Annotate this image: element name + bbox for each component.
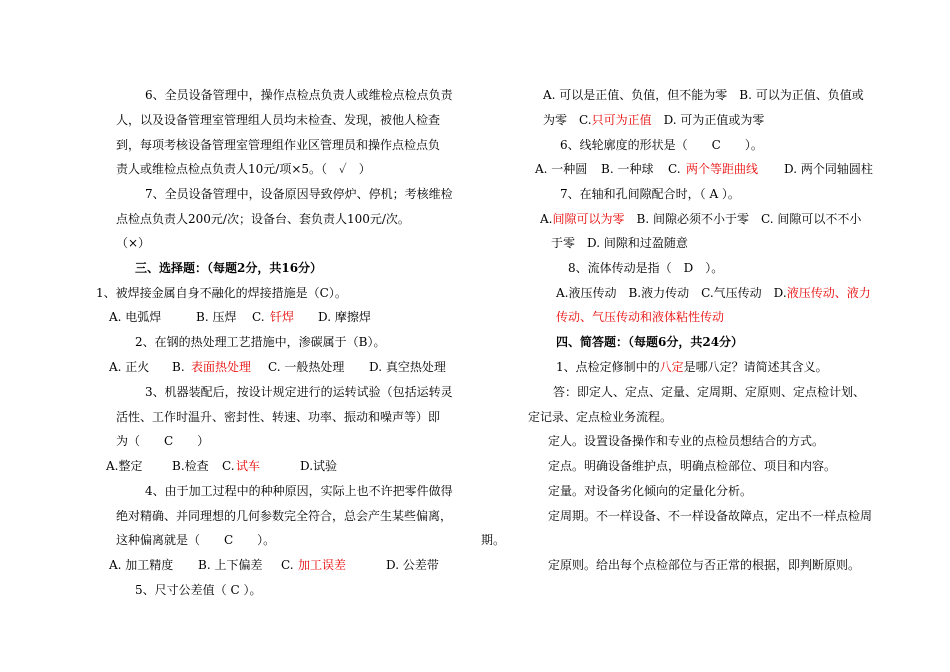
true-false-q6-line4: 责人或维检点检点负责人10元/项×5。（ ✓ ） bbox=[116, 162, 371, 176]
choice-q8-stem: 8、流体传动是指（ D ）。 bbox=[568, 261, 724, 275]
short-answer-q1-keyword: 八定 bbox=[659, 360, 684, 374]
true-false-q6-line1: 6、全员设备管理中，操作点检点负责人或维检点检点负责 bbox=[145, 88, 453, 102]
choice-q4-line2: 绝对精确、并同理想的几何参数完全符合，总会产生某些偏离， bbox=[116, 509, 453, 523]
stray-text-fragment: 期。 bbox=[481, 533, 506, 547]
definition-ding-dian: 定点。明确设备维护点，明确点检部位、项目和内容。 bbox=[548, 459, 837, 473]
choice-q4-options bbox=[0, 557, 480, 573]
choice-q6-option-c-letter: C. bbox=[668, 162, 681, 176]
choice-q2-option-d: D. 真空热处理 bbox=[369, 360, 446, 374]
choice-q1-option-c-letter: C. bbox=[252, 310, 265, 324]
choice-q1-option-c-answer: 钎焊 bbox=[270, 310, 295, 324]
choice-q1-options bbox=[0, 309, 480, 325]
choice-q5-option-d: D. 可为正值或为零 bbox=[651, 113, 765, 127]
choice-q4-line3: 这种偏离就是（ C ）。 bbox=[116, 533, 276, 547]
choice-q2-option-a: A. 正火 bbox=[109, 360, 150, 374]
choice-q7-option-a-answer: 间隙可以为零 bbox=[552, 212, 625, 226]
definition-ding-ren: 定人。设置设备操作和专业的点检员想结合的方式。 bbox=[548, 434, 825, 448]
choice-q1-option-b: B. 压焊 bbox=[196, 310, 237, 324]
true-false-q7-line1: 7、全员设备管理中，设备原因导致停炉、停机；考核维检 bbox=[145, 187, 453, 201]
choice-q4-option-d: D. 公差带 bbox=[386, 558, 439, 572]
choice-q6-option-c-answer: 两个等距曲线 bbox=[686, 162, 759, 176]
choice-q3-option-c-answer: 试车 bbox=[236, 459, 261, 473]
choice-q7-stem: 7、在轴和孔间隙配合时，（ A ）。 bbox=[560, 187, 740, 201]
choice-q4-option-c-answer: 加工误差 bbox=[298, 558, 347, 572]
short-answer-q1-stem-post: 是哪八定？请简述其含义。 bbox=[683, 360, 828, 374]
section-3-heading: 三、选择题：（每题2分，共16分） bbox=[135, 261, 323, 275]
choice-q1-option-a: A. 电弧焊 bbox=[109, 310, 162, 324]
choice-q2-option-c: C. 一般热处理 bbox=[268, 360, 345, 374]
choice-q3-option-a: A.整定 bbox=[106, 459, 143, 473]
choice-q3-option-b: B.检查 bbox=[172, 459, 209, 473]
choice-q4-line1: 4、由于加工过程中的种种原因，实际上也不许把零件做得 bbox=[145, 484, 453, 498]
choice-q3-option-c-letter: C. bbox=[222, 459, 235, 473]
choice-q7-options-line1 bbox=[540, 211, 861, 227]
choice-q5-options-line2 bbox=[543, 112, 764, 128]
section-4-heading: 四、简答题：（每题6分，共24分） bbox=[556, 335, 744, 349]
choice-q4-option-c-letter: C. bbox=[281, 558, 294, 572]
choice-q3-line3: 为（ C ） bbox=[116, 434, 210, 448]
choice-q3-line2: 活性、工作时温升、密封性、转速、功率、振动和噪声等）即 bbox=[116, 410, 441, 424]
choice-q3-options bbox=[0, 458, 480, 474]
choice-q2-option-b-answer: 表面热处理 bbox=[191, 360, 252, 374]
choice-q5-stem: 5、尺寸公差值（ C ）。 bbox=[135, 583, 262, 597]
choice-q8-options-abc: A.液压传动 B.液力传动 C.气压传动 D. bbox=[556, 286, 787, 300]
choice-q6-option-a: A. 一种圆 bbox=[535, 162, 588, 176]
true-false-q7-line2: 点检点负责人200元/次；设备台、套负责人100元/次。 bbox=[116, 212, 410, 226]
choice-q2-option-b-letter: B. bbox=[172, 360, 185, 374]
choice-q6-option-d: D. 两个同轴圆柱 bbox=[784, 162, 873, 176]
choice-q8-option-d-answer: 液压传动、液力 bbox=[786, 286, 871, 300]
choice-q7-option-b-c: B. 间隙必须不小于零 C. 间隙可以不不小 bbox=[624, 212, 862, 226]
definition-ding-liang: 定量。对设备劣化倾向的定量化分析。 bbox=[548, 484, 753, 498]
choice-q6-options bbox=[0, 161, 950, 177]
choice-q3-option-d: D.试验 bbox=[300, 459, 338, 473]
choice-q6-option-b: B. 一种球 bbox=[601, 162, 654, 176]
choice-q1-stem: 1、被焊接金属自身不融化的焊接措施是（C）。 bbox=[96, 286, 347, 300]
true-false-q6-line2: 人，以及设备管理室管理组人员均未检查、发现，被他人检查 bbox=[116, 113, 441, 127]
choice-q8-options-line1 bbox=[556, 285, 871, 301]
choice-q2-options bbox=[0, 359, 480, 375]
short-answer-q1-stem-pre: 1、点检定修制中的 bbox=[556, 360, 660, 374]
definition-ding-zhouqi: 定周期。不一样设备、不一样设备故障点，定出不一样点检周 bbox=[548, 509, 873, 523]
choice-q5-options-line1: A. 可以是正值、负值，但不能为零 B. 可以为正值、负值或 bbox=[543, 88, 864, 102]
short-answer-q1-stem bbox=[556, 359, 828, 375]
choice-q4-option-a: A. 加工精度 bbox=[109, 558, 174, 572]
short-answer-q1-answer-line1: 答：即定人、定点、定量、定周期、定原则、定点检计划、 bbox=[553, 385, 866, 399]
choice-q1-option-d: D. 摩擦焊 bbox=[318, 310, 371, 324]
choice-q5-option-c-letter: 为零 C. bbox=[543, 113, 592, 127]
true-false-q6-line3: 到，每项考核设备管理室管理组作业区管理员和操作点检点负 bbox=[116, 138, 441, 152]
choice-q5-option-c-answer: 只可为正值 bbox=[591, 113, 652, 127]
choice-q3-line1: 3、机器装配后，按设计规定进行的运转试验（包括运转灵 bbox=[145, 385, 453, 399]
definition-ding-yuanze: 定原则。给出每个点检部位与否正常的根据，即判断原则。 bbox=[548, 558, 861, 572]
choice-q4-option-b: B. 上下偏差 bbox=[198, 558, 263, 572]
short-answer-q1-answer-line2: 定记录、定点检业务流程。 bbox=[528, 410, 673, 424]
true-false-q7-answer: （×） bbox=[116, 236, 151, 250]
choice-q2-stem: 2、在钢的热处理工艺措施中，渗碳属于（B）。 bbox=[135, 335, 386, 349]
choice-q6-stem: 6、线轮廓度的形状是（ C ）。 bbox=[560, 138, 763, 152]
choice-q7-option-a-letter: A. bbox=[540, 212, 553, 226]
choice-q8-options-line2: 传动、气压传动和液体粘性传动 bbox=[556, 310, 725, 324]
choice-q7-options-line2: 于零 D. 间隙和过盈随意 bbox=[551, 236, 688, 250]
